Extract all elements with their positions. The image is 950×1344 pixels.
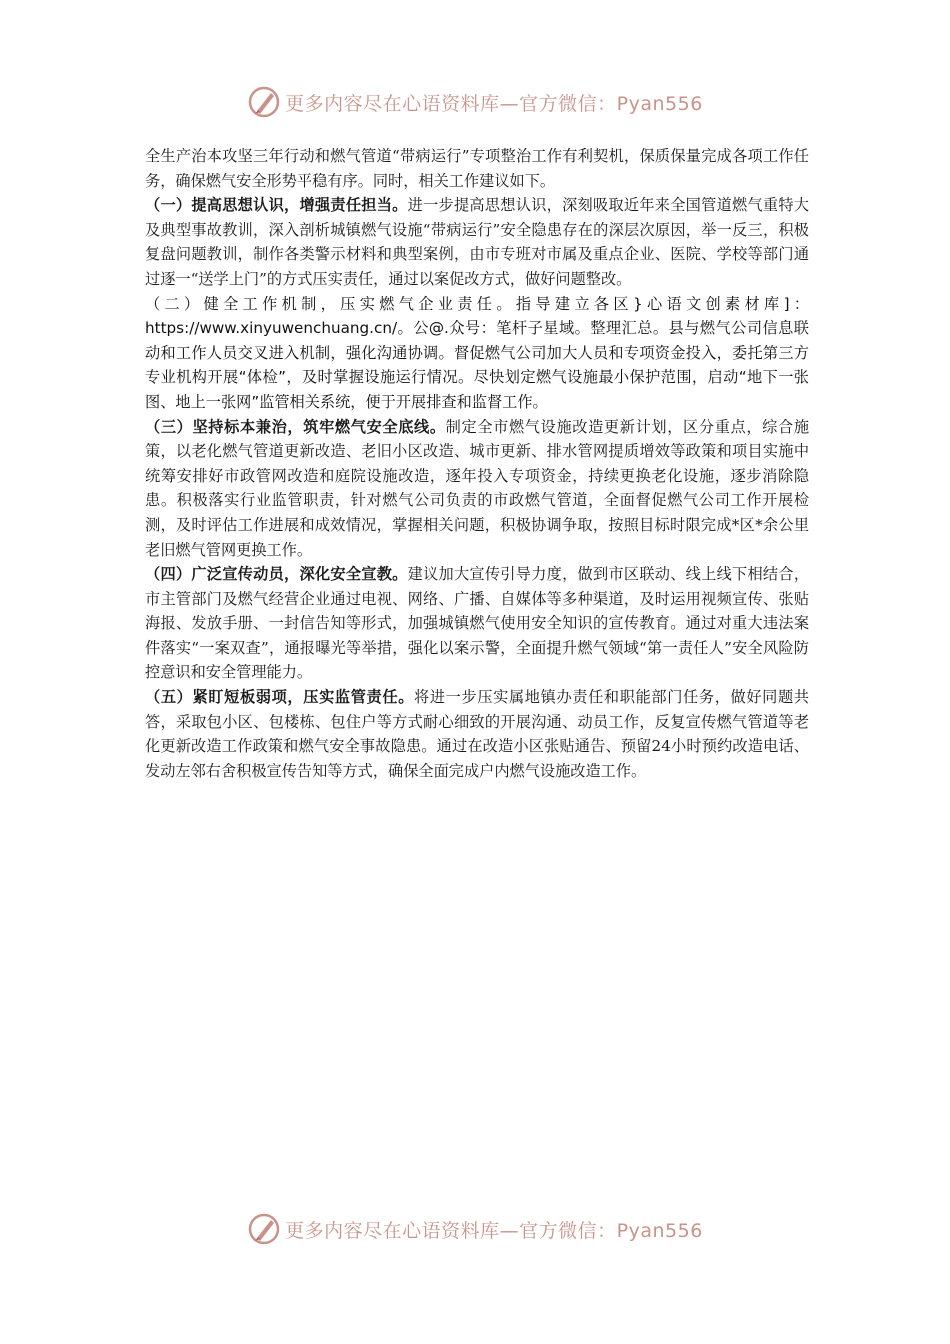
section-1 — [145, 193, 809, 291]
section-5-body: 将进一步压实属地镇办责任和职能部门任务，做好同题共答，采取包小区、包楼栋、包住户等方式耐心细致的开展沟通、动员工作，反复宣传燃气管道等老化更新改造工作政策和燃气安全事故隐患。通过在改造小区张贴通告、预留24小时预约改造电话、发动左邻右舍积极宣传告知等方式，确保全面完成户内燃气设施改造工作。 — [145, 688, 810, 780]
header-banner — [0, 82, 950, 122]
section-2 — [145, 292, 809, 415]
section-3 — [145, 415, 809, 563]
section-1-heading: （一）提高思想认识，增强责任担当。 — [145, 196, 408, 215]
footer-banner — [0, 1209, 950, 1249]
intro-paragraph: 全生产治本攻坚三年行动和燃气管道“带病运行”专项整治工作有利契机，保质保量完成各项工作任务，确保燃气安全形势平稳有序。同时，相关工作建议如下。 — [145, 147, 809, 190]
document-body — [145, 144, 809, 783]
pen-circle-logo-icon — [247, 1212, 281, 1246]
section-3-body: 制定全市燃气设施改造更新计划，区分重点，综合施策，以老化燃气管道更新改造、老旧小区改造、城市更新、排水管网提质增效等政策和项目实施中统筹安排好市政管网改造和庭院设施改造，逐年投入专项资金，持续更换老化设施，逐步消除隐患。积极落实行业监管职责，针对燃气公司负责的市政燃气管道，全面督促燃气公司工作开展检测，及时评估工作进展和成效情况，掌握相关问题，积极协调争取，按照目标时限完成*区*余公里老旧燃气管网更换工作。 — [145, 417, 810, 559]
section-5 — [145, 685, 809, 783]
section-2-heading: （二）健全工作机制，压实燃气企业责任。 — [145, 294, 516, 313]
section-1-body: 进一步提高思想认识，深刻吸取近年来全国管道燃气重特大及典型事故教训，深入剖析城镇燃气设施“带病运行”安全隐患存在的深层次原因，举一反三，积极复盘问题教训，制作各类警示材料和典型案例，由市专班对市属及重点企业、医院、学校等部门通过逐一“送学上门”的方式压实责任，通过以案促改方式，做好问题整改。 — [145, 196, 810, 288]
banner-text: 更多内容尽在心语资料库—官方微信：Pyan556 — [285, 1219, 703, 1242]
section-4-heading: （四）广泛宣传动员，深化安全宣教。 — [145, 565, 408, 584]
banner-text: 更多内容尽在心语资料库—官方微信：Pyan556 — [285, 92, 703, 115]
pen-circle-logo-icon — [247, 85, 281, 119]
section-5-heading: （五）紧盯短板弱项，压实监管责任。 — [145, 688, 415, 707]
section-4 — [145, 562, 809, 685]
section-2-body: 指导建立各区}心语文创素材库]：https://www.xinyuwenchuang.cn/。公@.众号：笔杆子星域。整理汇总。县与燃气公司信息联动和工作人员交叉进入机制，强化沟通协调。督促燃气公司加大人员和专项资金投入，委托第三方专业机构开展“体检”，及时掌握设施运行情况。尽快划定燃气设施最小保护范围，启动“地下一张图、地上一张网”监管相关系统，便于开展排查和监督工作。 — [145, 294, 810, 411]
section-3-heading: （三）坚持标本兼治，筑牢燃气安全底线。 — [145, 417, 446, 436]
section-4-body: 建议加大宣传引导力度，做到市区联动、线上线下相结合，市主管部门及燃气经营企业通过电视、网络、广播、自媒体等多种渠道，及时运用视频宣传、张贴海报、发放手册、一封信告知等形式，加强城镇燃气使用安全知识的宣传教育。通过对重大违法案件落实“一案双查”，通报曝光等举措，强化以案示警，全面提升燃气领域“第一责任人”安全风险防控意识和安全管理能力。 — [145, 565, 810, 682]
